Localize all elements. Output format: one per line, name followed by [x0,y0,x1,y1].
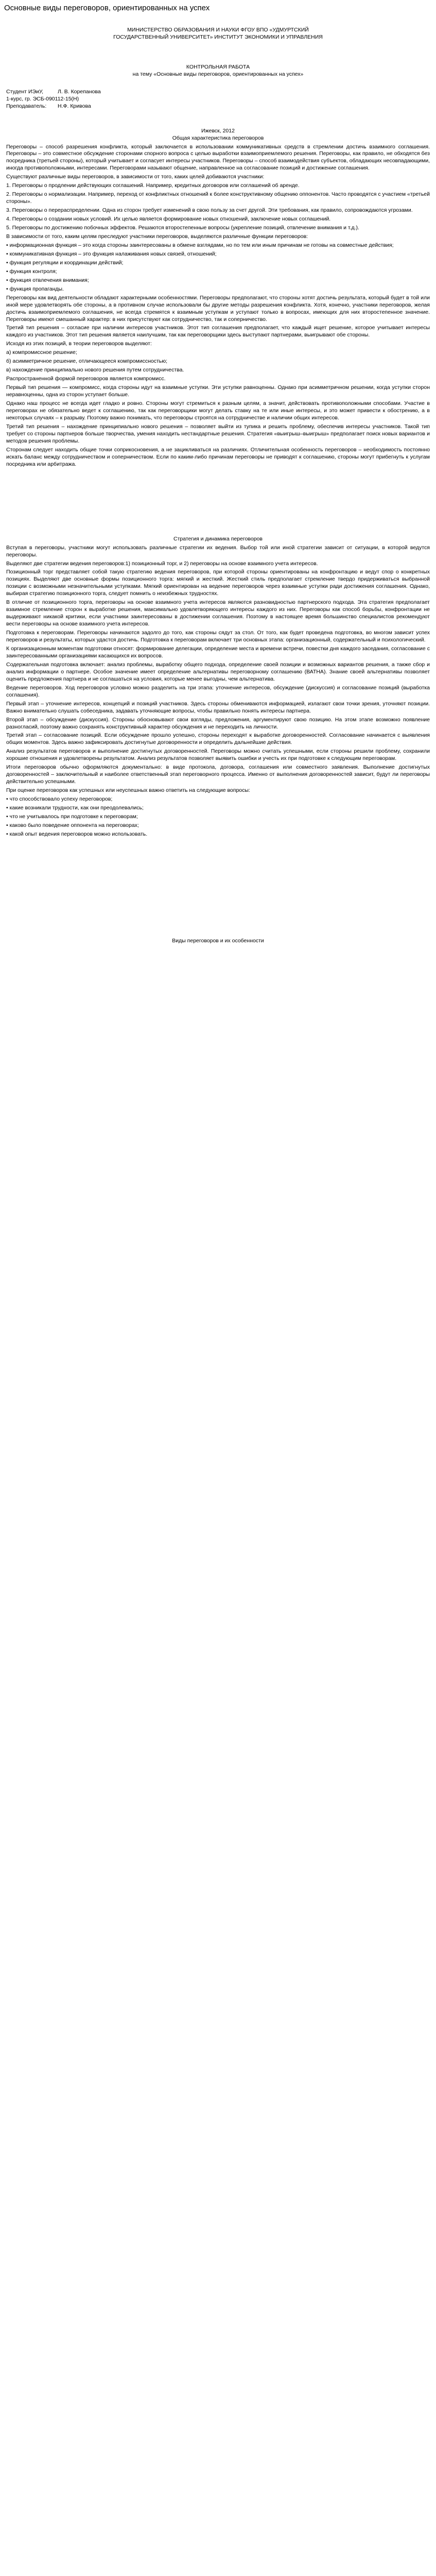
paragraph: • что способствовало успеху переговоров; [6,796,113,803]
paragraph: Третий этап – согласование позиций. Если обсуждение прошло успешно, стороны переходят к выработке договоренностей. Согласование начинается с выявления общих моментов. Здесь важно зафиксировать достигнутые договоренности и определить дальнейшие действия. [6,732,430,746]
section-title-types: Виды переговоров и их особенности [172,937,264,944]
paragraph: Сторонам следует находить общие точки соприкосновения, а не зацикливаться на различиях. Отличительная особенность переговоров – необходимость постоянно искать баланс между сотрудничеством и соперничеством. Если по каким-либо причинам переговоры не приводят к соглашению, стороны могут прибегнуть к услугам посредника или арбитража. [6,446,430,467]
teacher-label: Преподаватель: [6,103,47,109]
course-line: 1-курс, гр. ЭСБ-090112-15(Н) [6,95,79,102]
paragraph: в) нахождение принципиально нового решения путем сотрудничества. [6,367,184,374]
paragraph: Содержательная подготовка включает: анализ проблемы, выработку общего подхода, определение своей позиции и возможных вариантов решения, а также сбор и анализ информации о партнере. Особое значение имеет определение альтернативы переговорному соглашению (ВАТНА). Знание своей альтернативы позволяет оценить предложения партнера и не соглашаться на условия, которые менее выгодны, чем альтернатива. [6,661,430,682]
paragraph: В зависимости от того, каким целям преследуют участники переговоров, выделяются различные функции переговоров: [6,233,308,240]
paragraph: Ведение переговоров. Ход переговоров условно можно разделить на три этапа: уточнение интересов, обсуждение (дискуссия) и согласование позиций (выработка соглашения). [6,684,430,698]
paragraph: Итоги переговоров обычно оформляются документально: в виде протокола, договора, соглашения или совместного заявления. Выполнение достигнутых договоренностей – заключительный и наиболее ответственный этап переговорного процесса. Именно от выполнения договоренностей зависит, будут ли переговоры действительно успешными. [6,764,430,785]
paragraph: Переговоры – способ разрешения конфликта, который заключается в использовании коммуникативных средств в стремлении достичь взаимного соглашения. Переговоры – это совместное обсуждение сторонами спорного вопроса с целью выработки взаимоприемлемого решения. Переговоры, как правило, не обходятся без посредника (третьей стороны), который учитывает и согласует интересы участников. Переговоры – способ взаимодействия субъектов, обладающих несовпадающими, иногда противоположными, интересами. Переговорами называют общение, направленное на согласование позиций и достижение соглашения. [6,143,430,172]
paragraph: • информационная функция – это когда стороны заинтересованы в обмене взглядами, но по тем или иным причинам не готовы на совместные действия; [6,242,394,248]
paragraph: Позиционный торг представляет собой такую стратегию ведения переговоров, при которой стороны ориентированы на конфронтацию и ведут спор о конкретных позициях. Выделяют две основные формы позиционного торга: мягкий и жесткий. Жесткий стиль предполагает стремление твердо придерживаться выбранной позиции с возможными незначительными уступками. Мягкий ориентирован на ведение переговоров через взаимные уступки ради достижения соглашения. Однако, выбирая стратегию позиционного торга, следует помнить о неизбежных трудностях. [6,569,430,597]
paragraph: 5. Переговоры по достижению побочных эффектов. Решаются второстепенные вопросы (укрепление позиций, отвлечение внимания и т.д.). [6,225,359,231]
paragraph: Третий тип решения – согласие при наличии интересов участников. Этот тип соглашения предполагает, что каждый ищет решение, которое учитывает интересы каждого из участников. Этот тип решения является наилучшим, так как переговорщики здесь выступают партнерами, выигрывают обе стороны. [6,325,430,338]
paragraph: • каково было поведение оппонента на переговорах; [6,822,139,828]
teacher-line [6,103,430,110]
paragraph: 3. Переговоры о перераспределении. Одна из сторон требует изменений в свою пользу за счет другой. Эти требования, как правило, сопровождаются угрозами. [6,207,413,214]
paragraph: Подготовка к переговорам. Переговоры начинаются задолго до того, как стороны сядут за стол. От того, как будет проведена подготовка, во многом зависит успех переговоров и результаты, которых удастся достичь. Подготовка к переговорам включает три основных этапа: организационный, содержательный и психологический. [6,630,430,643]
paragraph: • какой опыт ведения переговоров можно использовать. [6,831,148,837]
city-year: Ижевск, 2012 [201,127,235,134]
teacher-value: Н.Ф. Кривова [58,103,91,109]
paragraph: Вступая в переговоры, участники могут использовать различные стратегии их ведения. Выбор той или иной стратегии зависит от ситуации, в которой ведутся переговоры. [6,544,430,558]
student-label: Студент ИЭиУ, [6,88,44,95]
document-body [0,13,436,945]
paragraph: Третий тип решения – нахождение принципиально нового решения – позволяет выйти из тупика и решить проблему, обеспечив интересы участников. Такой тип требует со стороны партнеров больше творчества, умения находить нестандартные решения. Стратегия «выигрыш–выигрыш» предполагает поиск новых вариантов и методов решения проблемы. [6,423,430,444]
paragraph: • функция регуляции и координации действий; [6,259,124,266]
ministry-header [6,27,430,41]
work-topic: на тему «Основные виды переговоров, ориентированных на успех» [132,71,304,77]
paragraph: 2. Переговоры о нормализации. Например, переход от конфликтных отношений к более конструктивному общению оппонентов. Часто проводятся с участием «третьей стороны». [6,191,430,205]
paragraph: • какие возникали трудности, как они преодолевались; [6,805,144,811]
paragraph: • функция отвлечения внимания; [6,277,89,283]
paragraph: Существуют различные виды переговоров, в зависимости от того, каких целей добиваются участники: [6,174,265,180]
paragraph: Переговоры как вид деятельности обладают характерными особенностями. Переговоры предполагают, что стороны хотят достичь результата, который будет в той или иной мере удовлетворять обе стороны, а в противном случае использовали бы другие методы разрешения конфликта. Хотя, конечно, участники переговоров, желая достичь взаимоприемлемого соглашения, не всегда стремятся к взаимным уступкам и уступают только в вопросах, имеющих для них второстепенное значение. Переговоры имеют смешанный характер: в них присутствуют как сотрудничество, так и соперничество. [6,294,430,323]
paragraph: а) компромиссное решение; [6,349,77,356]
paragraph: Анализ результатов переговоров и выполнение достигнутых договоренностей. Переговоры можно считать успешными, если стороны решили проблему, сохранили хорошие отношения и удовлетворены результатом. Анализ результатов позволяет выявить ошибки и учесть их при подготовке к следующим переговорам. [6,748,430,762]
page-title: Основные виды переговоров, ориентированных на успех [4,4,210,12]
paragraph: • что не учитывалось при подготовке к переговорам; [6,814,138,820]
paragraph: 4. Переговоры о создании новых условий. Их целью является формирование новых отношений, заключение новых соглашений. [6,216,331,223]
paragraph: Первый этап – уточнение интересов, концепций и позиций участников. Здесь стороны обмениваются информацией, излагают свои точки зрения, уточняют позиции. Важно внимательно слушать собеседника, задавать уточняющие вопросы, чтобы правильно понять интересы партнера. [6,700,430,714]
student-line [6,89,430,96]
section-strategy-body [6,545,430,838]
paragraph: • коммуникативная функция – это функция налаживания новых связей, отношений; [6,250,217,257]
paragraph: Распространенной формой переговоров является компромисс. [6,376,166,382]
work-title: КОНТРОЛЬНАЯ РАБОТА [186,63,250,70]
paragraph: Исходя из этих позиций, в теории переговоров выделяют: [6,341,152,347]
paragraph: В отличие от позиционного торга, переговоры на основе взаимного учета интересов являются разновидностью партнерского подхода. Эта стратегия предполагает взаимное стремление сторон к выработке решения, максимально удовлетворяющего интересы каждого из них. Переговоры как способ борьбы, конфронтации не выдерживают никакой критики, если участники заинтересованы в достижении соглашения. Поэтому в настоящее время большинство специалистов рекомендуют вести переговоры на основе взаимного учета интересов. [6,599,430,628]
paragraph: 1. Переговоры о продлении действующих соглашений. Например, кредитных договоров или соглашений об аренде. [6,182,300,189]
section-general-body [6,144,430,468]
paragraph: К организационным моментам подготовки относят: формирование делегации, определение места и времени встречи, повестки дня каждого заседания, согласование с заинтересованными организациями касающихся их вопросов. [6,645,430,659]
paragraph: Второй этап – обсуждение (дискуссия). Стороны обосновывают свои взгляды, предложения, аргументируют свою позицию. На этом этапе возможно появление разногласий, поэтому важно сохранять конструктивный характер обсуждения и не переходить на личности. [6,716,430,730]
paragraph: Выделяют две стратегии ведения переговоров:1) позиционный торг, и 2) переговоры на основе взаимного учета интересов. [6,560,318,567]
paragraph: Первый тип решения — компромисс, когда стороны идут на взаимные уступки. Эти уступки равноценны. Однако при асимметричном решении, когда уступки сторон неравноценны, одна из сторон уступает больше. [6,384,430,398]
paragraph: При оценке переговоров как успешных или неуспешных важно ответить на следующие вопросы: [6,787,250,794]
section-gap [6,470,430,536]
paragraph: б) асимметричное решение, отличающееся компромиссностью; [6,358,168,365]
paragraph: Однако наш процесс не всегда идет гладко и ровно. Стороны могут стремиться к разным целям, а значит, действовать противоположными способами. Участие в переговорах не обязательно ведет к соглашению, так как переговорщики могут делать ставку на те или иные интересы, и это может привести к обострению, а в некоторых случаях – к разрыву. Поэтому важно понимать, что переговоры строятся на сотрудничестве и наличии общих интересов. [6,400,430,421]
paragraph: • функция контроля; [6,268,57,275]
paragraph: • функция пропаганды. [6,285,64,292]
ministry-line-1: МИНИСТЕРСТВО ОБРАЗОВАНИЯ И НАУКИ ФГОУ ВПО «УДМУРТСКИЙ [127,26,309,33]
ministry-line-2: ГОСУДАРСТВЕННЫЙ УНИВЕРСИТЕТ» ИНСТИТУТ ЭКОНОМИКИ И УПРАВЛЕНИЯ [113,33,323,40]
student-value: Л. В. Корепанова [58,88,101,95]
section-title-general: Общая характеристика переговоров [172,134,264,141]
section-gap [6,840,430,938]
section-title-strategy: Стратегия и динамика переговоров [173,535,263,542]
